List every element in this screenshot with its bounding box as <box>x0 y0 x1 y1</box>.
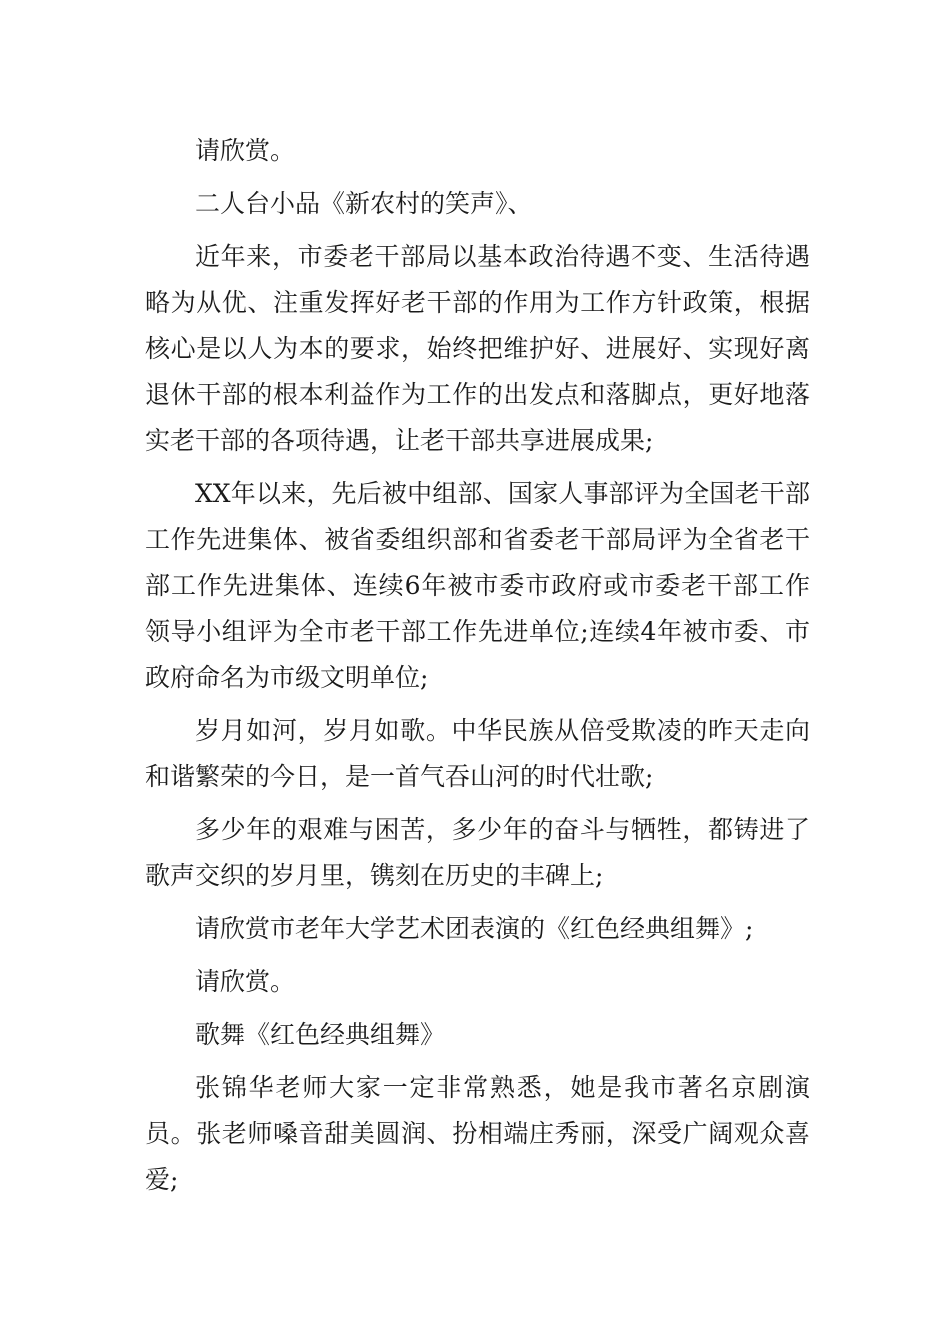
document-body <box>145 128 810 1210</box>
paragraph: 张锦华老师大家一定非常熟悉，她是我市著名京剧演员。张老师嗓音甜美圆润、扮相端庄秀丽，深受广阔观众喜爱; <box>145 1073 810 1194</box>
paragraph: 多少年的艰难与困苦，多少年的奋斗与牺牲，都铸进了歌声交织的岁月里，镌刻在历史的丰碑上; <box>145 815 810 890</box>
paragraph: 歌舞《红色经典组舞》 <box>195 1020 446 1049</box>
paragraph: 请欣赏市老年大学艺术团表演的《红色经典组舞》; <box>195 914 754 943</box>
paragraph: XX年以来，先后被中组部、国家人事部评为全国老干部工作先进集体、被省委组织部和省委老干部局评为全省老干部工作先进集体、连续6年被市委市政府或市委老干部工作领导小组评为全市老干部工作先进单位;连续4年被市委、市政府命名为市级文明单位; <box>145 479 810 692</box>
paragraph: 近年来，市委老干部局以基本政治待遇不变、生活待遇略为从优、注重发挥好老干部的作用为工作方针政策，根据核心是以人为本的要求，始终把维护好、进展好、实现好离退休干部的根本利益作为工作的出发点和落脚点，更好地落实老干部的各项待遇，让老干部共享进展成果; <box>145 242 810 455</box>
paragraph: 请欣赏。 <box>195 967 296 996</box>
paragraph: 请欣赏。 <box>195 136 296 165</box>
paragraph: 岁月如河，岁月如歌。中华民族从倍受欺凌的昨天走向和谐繁荣的今日，是一首气吞山河的时代壮歌; <box>145 716 810 791</box>
paragraph: 二人台小品《新农村的笑声》、 <box>195 189 533 218</box>
